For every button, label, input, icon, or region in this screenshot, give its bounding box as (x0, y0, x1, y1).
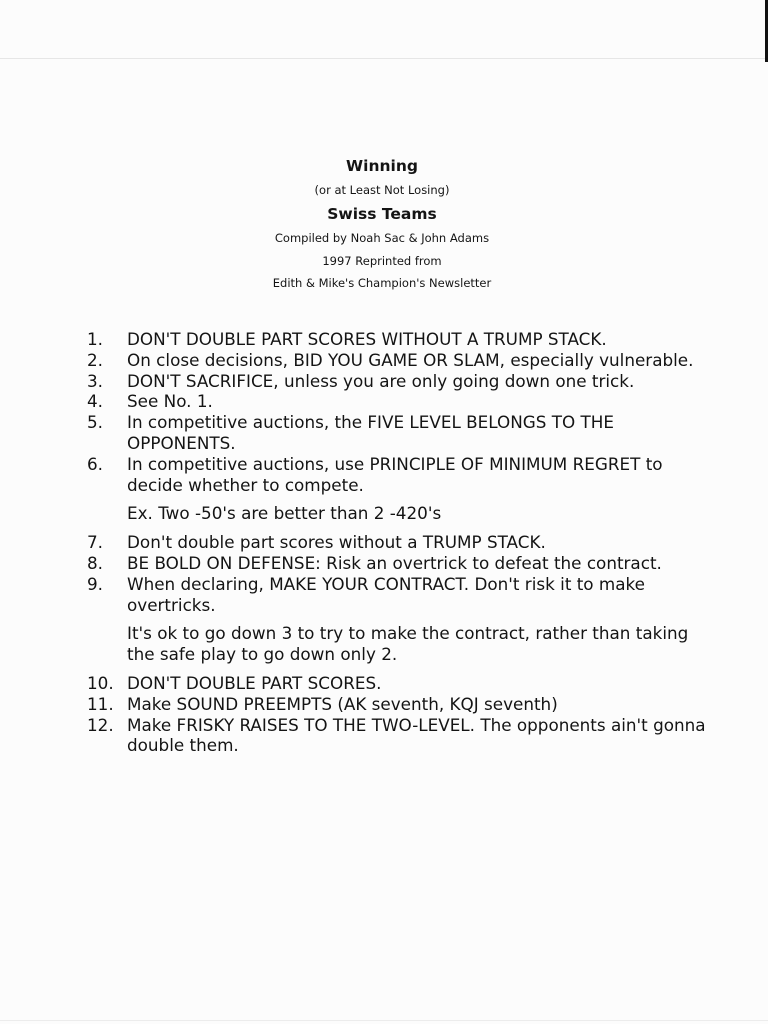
item-text: DON'T SACRIFICE, unless you are only going down one trick. (127, 370, 635, 391)
item-text: In competitive auctions, the FIVE LEVEL BELONGS TO THE OPPONENTS. (127, 412, 615, 453)
item-number: 12. (87, 714, 114, 735)
item-number: 5. (87, 412, 104, 433)
list-item (0, 553, 768, 574)
item-text: Make FRISKY RAISES TO THE TWO-LEVEL. The opponents ain't gonna double them. (127, 714, 706, 756)
list-item (0, 371, 768, 392)
list-item (0, 350, 768, 371)
item-text: DON'T DOUBLE PART SCORES WITHOUT A TRUMP STACK. (127, 329, 607, 349)
item-number: 10. (87, 672, 114, 693)
document-title: Winning (346, 157, 418, 175)
item-text: See No. 1. (127, 391, 213, 412)
item-number: 1. (87, 329, 104, 349)
item-number: 7. (87, 532, 104, 553)
item-number: 8. (87, 552, 104, 573)
credit-line-2: 1997 Reprinted from (322, 254, 442, 268)
item-text: In competitive auctions, use PRINCIPLE OF MINIMUM REGRET to decide whether to compete. (127, 453, 663, 495)
item-number: 4. (87, 391, 104, 412)
credit-line-3: Edith & Mike's Champion's Newsletter (272, 276, 492, 290)
list-item (0, 329, 768, 350)
page-top-edge (0, 58, 768, 59)
list-item (0, 391, 768, 412)
example-note: It's ok to go down 3 to try to make the contract, rather than taking the safe play to go down only 2. (127, 623, 689, 665)
tips-list (0, 329, 768, 756)
item-text: BE BOLD ON DEFENSE: Risk an overtrick to defeat the contract. (127, 552, 662, 573)
list-item (0, 574, 768, 616)
item-number: 11. (87, 693, 114, 714)
document-subtitle: (or at Least Not Losing) (314, 183, 450, 197)
document-title-2: Swiss Teams (327, 205, 437, 223)
example-note: Ex. Two -50's are better than 2 -420's (127, 503, 442, 524)
list-item (0, 412, 768, 454)
list-item (0, 532, 768, 553)
page-bottom-edge (0, 1020, 768, 1021)
item-text: Make SOUND PREEMPTS (AK seventh, KQJ seventh) (127, 693, 558, 714)
item-number: 9. (87, 573, 104, 594)
credit-line-1: Compiled by Noah Sac & John Adams (274, 231, 490, 245)
item-text: On close decisions, BID YOU GAME OR SLAM, especially vulnerable. (127, 349, 694, 370)
item-number: 2. (87, 349, 104, 370)
list-item (0, 454, 768, 496)
list-item (0, 673, 768, 694)
item-number: 3. (87, 370, 104, 391)
item-text: DON'T DOUBLE PART SCORES. (127, 672, 382, 693)
item-number: 6. (87, 453, 104, 474)
item-text: Don't double part scores without a TRUMP STACK. (127, 532, 546, 553)
list-item (0, 715, 768, 757)
item-text: When declaring, MAKE YOUR CONTRACT. Don't risk it to make overtricks. (127, 573, 645, 615)
document-header (0, 154, 764, 294)
list-item (0, 694, 768, 715)
